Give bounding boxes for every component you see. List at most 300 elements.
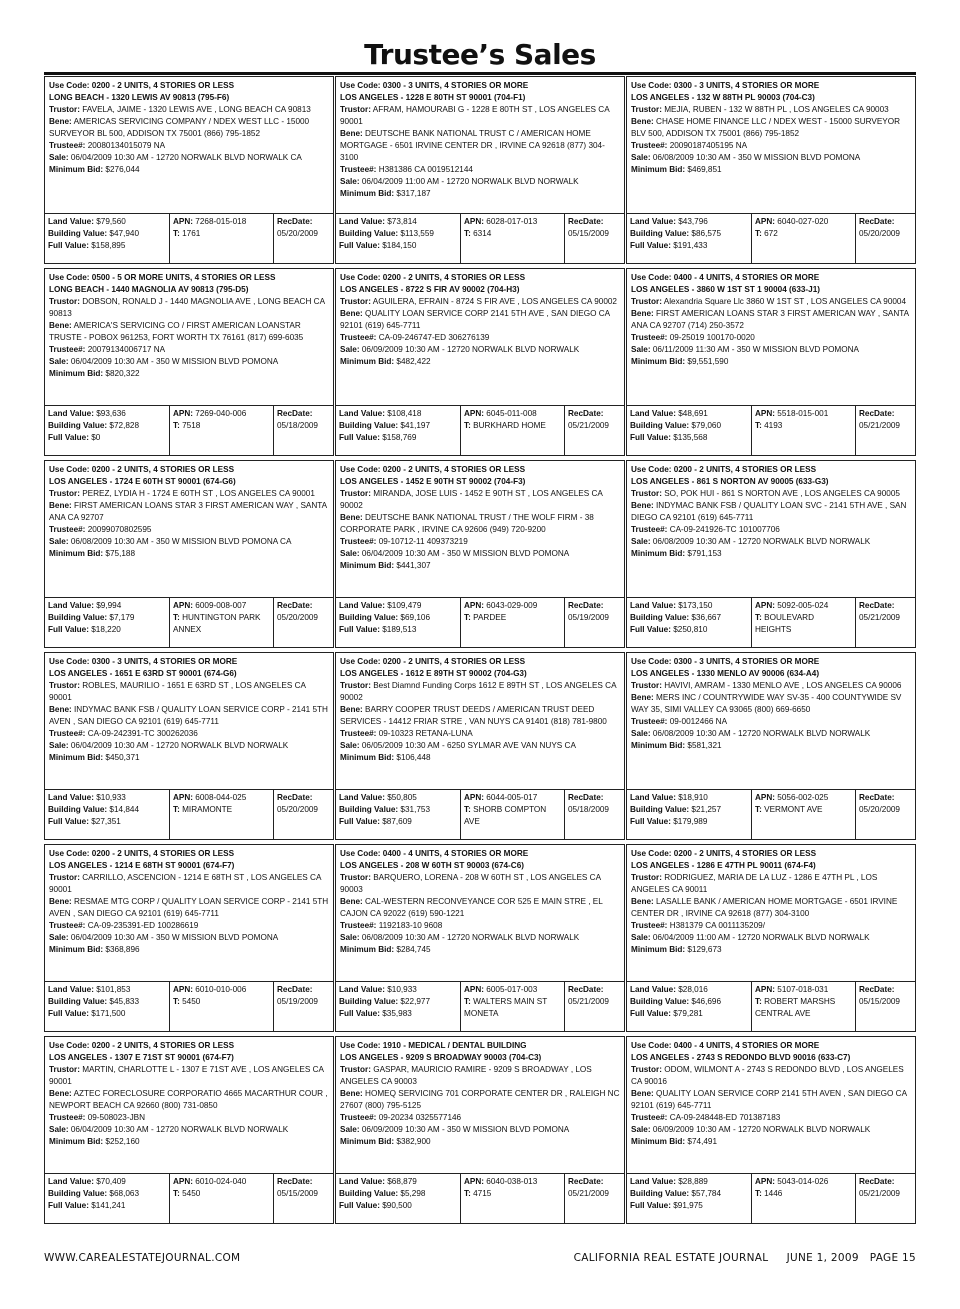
land-value xyxy=(630,216,748,228)
tract-value: SHORB COMPTON AVE xyxy=(464,805,547,826)
recdate-value: 05/20/2009 xyxy=(277,613,318,622)
recdate-cell xyxy=(855,1174,915,1223)
values-cell xyxy=(627,1174,751,1223)
trustee-number-value: 1192183-10 9608 xyxy=(378,921,443,930)
trustee-number-label: Trustee#: xyxy=(631,525,668,534)
trustee-number xyxy=(49,524,329,536)
recdate-cell xyxy=(855,406,915,455)
recdate-cell xyxy=(273,406,333,455)
trustor xyxy=(49,872,329,896)
recdate-value: 05/21/2009 xyxy=(859,1189,900,1198)
property-address: LOS ANGELES - 1228 E 80TH ST 90001 (704-F1) xyxy=(340,93,526,102)
beneficiary xyxy=(631,692,911,716)
listing-values xyxy=(45,405,333,455)
building-value-label: Building Value: xyxy=(630,997,690,1006)
use-code: Use Code: 0400 - 4 UNITS, 4 STORIES OR MORE xyxy=(631,273,820,282)
trustee-number xyxy=(49,140,329,152)
minimum-bid-value: $581,321 xyxy=(687,741,722,750)
apn xyxy=(464,1176,561,1188)
apn xyxy=(755,216,852,228)
sale-info xyxy=(340,1124,620,1136)
full-value-label: Full Value: xyxy=(339,1201,380,1210)
trustee-number xyxy=(631,524,911,536)
sale-info-label: Sale: xyxy=(49,537,69,546)
sale-info-label: Sale: xyxy=(49,357,69,366)
sale-info-value: 06/04/2009 10:30 AM - 350 W MISSION BLVD POMONA xyxy=(70,357,279,366)
sale-info-value: 06/04/2009 11:00 AM - 12720 NORWALK BLVD NORWALK xyxy=(652,933,870,942)
full-value-value: $35,983 xyxy=(382,1009,412,1018)
sale-info-value: 06/08/2009 10:30 AM - 12720 NORWALK BLVD NORWALK xyxy=(652,537,871,546)
full-value xyxy=(339,624,457,636)
tract-label: T: xyxy=(173,1189,180,1198)
listing xyxy=(335,268,625,456)
footer-publication: CALIFORNIA REAL ESTATE JOURNAL JUNE 1, 2009 PAGE 15 xyxy=(573,1252,916,1264)
tract-label: T: xyxy=(173,997,180,1006)
trustee-number-label: Trustee#: xyxy=(340,729,377,738)
land-value xyxy=(630,792,748,804)
apn-cell xyxy=(169,790,273,839)
listing xyxy=(626,844,916,1032)
land-value-label: Land Value: xyxy=(339,601,385,610)
beneficiary-value: DEUTSCHE BANK NATIONAL TRUST C / AMERICAN HOME MORTGAGE - 6501 IRVINE CENTER DR , IRVINE CA 92618 (877) 304-3100 xyxy=(340,129,605,162)
minimum-bid-label: Minimum Bid: xyxy=(49,753,104,762)
trustee-number-value: 20090187405195 NA xyxy=(669,141,748,150)
beneficiary xyxy=(49,704,329,728)
full-value xyxy=(630,432,748,444)
beneficiary xyxy=(631,116,911,140)
trustee-number-label: Trustee#: xyxy=(49,921,86,930)
tract-label: T: xyxy=(464,613,471,622)
tract xyxy=(173,420,270,432)
trustor-value: ODOM, WILMONT A - 2743 S REDONDO BLVD , LOS ANGELES CA 90016 xyxy=(631,1065,904,1086)
apn-label: APN: xyxy=(755,217,776,226)
values-cell xyxy=(627,982,751,1031)
building-value-value: $5,298 xyxy=(400,1189,426,1198)
values-cell xyxy=(45,1174,169,1223)
trustor-label: Trustor: xyxy=(631,1065,662,1074)
page-title: Trustee’s Sales xyxy=(364,38,596,71)
tract-value: 4715 xyxy=(473,1189,492,1198)
building-value-value: $69,106 xyxy=(400,613,431,622)
trustor-label: Trustor: xyxy=(49,105,80,114)
values-cell xyxy=(627,406,751,455)
land-value-value: $48,691 xyxy=(678,409,708,418)
land-value xyxy=(339,792,457,804)
trustor-value: RODRIGUEZ, MARIA DE LA LUZ - 1286 E 47TH PL , LOS ANGELES CA 90011 xyxy=(631,873,878,894)
apn xyxy=(173,1176,270,1188)
apn-label: APN: xyxy=(464,1177,485,1186)
property-address: LOS ANGELES - 1724 E 60TH ST 90001 (674-G6) xyxy=(49,477,236,486)
listing-description xyxy=(336,845,624,981)
recdate-value: 05/20/2009 xyxy=(859,805,900,814)
minimum-bid xyxy=(49,944,329,956)
sale-info-value: 06/05/2009 10:30 AM - 6250 SYLMAR AVE VAN NUYS CA xyxy=(361,741,576,750)
recdate-label: RecDate: xyxy=(277,985,313,994)
minimum-bid xyxy=(631,164,911,176)
trustor-label: Trustor: xyxy=(340,681,371,690)
trustee-number-label: Trustee#: xyxy=(49,525,86,534)
minimum-bid-value: $74,491 xyxy=(687,1137,718,1146)
recdate-label: RecDate: xyxy=(859,409,895,418)
trustee-number-value: 20080134015079 NA xyxy=(87,141,166,150)
listing-values xyxy=(336,789,624,839)
full-value-value: $141,241 xyxy=(91,1201,126,1210)
listing-values xyxy=(627,405,915,455)
building-value xyxy=(48,804,166,816)
building-value-value: $41,197 xyxy=(400,421,431,430)
sale-info-value: 06/04/2009 10:30 AM - 350 W MISSION BLVD POMONA xyxy=(361,549,570,558)
tract-label: T: xyxy=(464,421,471,430)
trustee-number-value: CA-09-235391-ED 100286619 xyxy=(87,921,199,930)
land-value-label: Land Value: xyxy=(630,1177,676,1186)
recdate-label: RecDate: xyxy=(277,217,313,226)
trustor-value: MARTIN, CHARLOTTE L - 1307 E 71ST AVE , LOS ANGELES CA 90001 xyxy=(49,1065,324,1086)
minimum-bid-label: Minimum Bid: xyxy=(340,561,395,570)
tract xyxy=(464,1188,561,1200)
land-value-value: $10,933 xyxy=(96,793,126,802)
trustor xyxy=(340,488,620,512)
apn-value: 6005-017-003 xyxy=(486,985,538,994)
trustor-value: MEJIA, RUBEN - 132 W 88TH PL , LOS ANGELES CA 90003 xyxy=(664,105,889,114)
sale-info-value: 06/09/2009 10:30 AM - 12720 NORWALK BLVD NORWALK xyxy=(652,1125,871,1134)
trustor xyxy=(49,680,329,704)
use-code: Use Code: 0200 - 2 UNITS, 4 STORIES OR LESS xyxy=(49,81,235,90)
land-value xyxy=(630,1176,748,1188)
trustee-number-value: 09-508023-JBN xyxy=(87,1113,146,1122)
full-value xyxy=(630,816,748,828)
full-value xyxy=(339,240,457,252)
full-value-value: $27,351 xyxy=(91,817,121,826)
minimum-bid xyxy=(49,752,329,764)
trustee-number-value: H381386 CA 0019512144 xyxy=(378,165,473,174)
sale-info-value: 06/11/2009 11:30 AM - 350 W MISSION BLVD POMONA xyxy=(652,345,859,354)
trustor-value: AGUILERA, EFRAIN - 8724 S FIR AVE , LOS ANGELES CA 90002 xyxy=(372,297,617,306)
minimum-bid-label: Minimum Bid: xyxy=(340,189,395,198)
listing-values xyxy=(336,213,624,263)
full-value xyxy=(630,1008,748,1020)
minimum-bid-value: $791,153 xyxy=(687,549,722,558)
minimum-bid-value: $252,160 xyxy=(105,1137,140,1146)
full-value-label: Full Value: xyxy=(630,1009,671,1018)
apn xyxy=(173,792,270,804)
beneficiary-value: CAL-WESTERN RECONVEYANCE COR 525 E MAIN STRE , EL CAJON CA 92022 (619) 590-1221 xyxy=(340,897,603,918)
use-code: Use Code: 0400 - 4 UNITS, 4 STORIES OR MORE xyxy=(631,1041,820,1050)
listing-description xyxy=(45,845,333,981)
use-code: Use Code: 0200 - 2 UNITS, 4 STORIES OR LESS xyxy=(340,273,526,282)
recdate-label: RecDate: xyxy=(277,409,313,418)
values-cell xyxy=(336,214,460,263)
tract xyxy=(755,804,852,816)
trustor xyxy=(49,104,329,116)
building-value-label: Building Value: xyxy=(48,421,108,430)
trustee-number-value: H381379 CA 0011135209/ xyxy=(669,921,765,930)
land-value-label: Land Value: xyxy=(48,409,94,418)
beneficiary xyxy=(340,704,620,728)
minimum-bid-label: Minimum Bid: xyxy=(631,945,686,954)
minimum-bid-label: Minimum Bid: xyxy=(340,945,395,954)
listing xyxy=(626,460,916,648)
sale-info-label: Sale: xyxy=(49,1125,69,1134)
use-code: Use Code: 0500 - 5 OR MORE UNITS, 4 STORIES OR LESS xyxy=(49,273,276,282)
sale-info-value: 06/04/2009 10:30 AM - 12720 NORWALK BLVD NORWALK CA xyxy=(70,153,302,162)
apn-label: APN: xyxy=(755,985,776,994)
property-address: LOS ANGELES - 1452 E 90TH ST 90002 (704-F3) xyxy=(340,477,526,486)
recdate-value: 05/21/2009 xyxy=(859,421,900,430)
tract xyxy=(755,996,852,1020)
trustee-number xyxy=(631,920,911,932)
building-value xyxy=(630,804,748,816)
apn xyxy=(173,408,270,420)
apn xyxy=(464,408,561,420)
land-value-value: $18,910 xyxy=(678,793,708,802)
recdate-value: 05/15/2009 xyxy=(277,1189,318,1198)
minimum-bid xyxy=(49,164,329,176)
trustee-number-value: CA-09-246747-ED 306276139 xyxy=(378,333,490,342)
beneficiary-value: INDYMAC BANK FSB / QUALITY LOAN SVC - 2141 5TH AVE , SAN DIEGO CA 92101 (619) 645-7711 xyxy=(631,501,907,522)
recdate-cell xyxy=(273,790,333,839)
tract-label: T: xyxy=(755,421,762,430)
recdate-cell xyxy=(564,598,624,647)
building-value-value: $57,784 xyxy=(691,1189,722,1198)
minimum-bid-value: $441,307 xyxy=(396,561,431,570)
full-value xyxy=(48,432,166,444)
minimum-bid xyxy=(340,188,620,200)
listing-values xyxy=(627,1173,915,1223)
property-address: LOS ANGELES - 861 S NORTON AV 90005 (633-G3) xyxy=(631,477,829,486)
tract xyxy=(755,228,852,240)
apn xyxy=(755,600,852,612)
full-value-value: $184,150 xyxy=(382,241,417,250)
tract-label: T: xyxy=(464,997,471,1006)
property-address: LOS ANGELES - 2743 S REDONDO BLVD 90016 (633-C7) xyxy=(631,1053,851,1062)
minimum-bid-label: Minimum Bid: xyxy=(631,549,686,558)
land-value-value: $28,016 xyxy=(678,985,708,994)
listing-description xyxy=(45,461,333,597)
building-value xyxy=(630,612,748,624)
apn-label: APN: xyxy=(173,601,194,610)
building-value xyxy=(48,612,166,624)
building-value-label: Building Value: xyxy=(48,613,108,622)
beneficiary-value: RESMAE MTG CORP / QUALITY LOAN SERVICE CORP - 2141 5TH AVEN , SAN DIEGO CA 92101 (619) 645-7711 xyxy=(49,897,329,918)
minimum-bid xyxy=(340,1136,620,1148)
tract-label: T: xyxy=(755,613,762,622)
full-value-value: $179,989 xyxy=(673,817,708,826)
apn-label: APN: xyxy=(173,217,194,226)
trustor xyxy=(340,296,620,308)
property-address: LOS ANGELES - 1330 MENLO AV 90006 (634-A4) xyxy=(631,669,820,678)
trustee-number xyxy=(340,728,620,740)
beneficiary xyxy=(631,500,911,524)
apn-label: APN: xyxy=(464,601,485,610)
sale-info-label: Sale: xyxy=(340,741,360,750)
apn-label: APN: xyxy=(173,985,194,994)
land-value xyxy=(48,408,166,420)
sale-info-label: Sale: xyxy=(49,741,69,750)
listing xyxy=(44,844,334,1032)
use-code: Use Code: 0200 - 2 UNITS, 4 STORIES OR LESS xyxy=(49,849,235,858)
tract-value: HUNTINGTON PARK ANNEX xyxy=(173,613,261,634)
trustee-number-label: Trustee#: xyxy=(631,333,668,342)
land-value xyxy=(48,984,166,996)
full-value-value: $0 xyxy=(91,433,101,442)
trustee-number xyxy=(340,536,620,548)
property-address: LOS ANGELES - 1214 E 68TH ST 90001 (674-F7) xyxy=(49,861,235,870)
tract xyxy=(173,1188,270,1200)
property-address: LOS ANGELES - 132 W 88TH PL 90003 (704-C3) xyxy=(631,93,815,102)
listing-description xyxy=(45,1037,333,1173)
trustor-value: FAVELA, JAIME - 1320 LEWIS AVE , LONG BEACH CA 90813 xyxy=(82,105,311,114)
sale-info xyxy=(340,548,620,560)
listing xyxy=(335,76,625,264)
minimum-bid-value: $482,422 xyxy=(396,357,431,366)
building-value xyxy=(48,228,166,240)
use-code: Use Code: 0200 - 2 UNITS, 4 STORIES OR LESS xyxy=(340,657,526,666)
trustor-value: SO, POK HUI - 861 S NORTON AVE , LOS ANGELES CA 90005 xyxy=(664,489,900,498)
values-cell xyxy=(45,214,169,263)
apn-value: 5518-015-001 xyxy=(777,409,829,418)
building-value xyxy=(48,996,166,1008)
building-value-label: Building Value: xyxy=(630,805,690,814)
recdate-value: 05/21/2009 xyxy=(568,1189,609,1198)
beneficiary-label: Bene: xyxy=(49,321,72,330)
land-value-label: Land Value: xyxy=(339,1177,385,1186)
apn-label: APN: xyxy=(173,409,194,418)
listing-values xyxy=(336,1173,624,1223)
full-value-label: Full Value: xyxy=(630,433,671,442)
building-value xyxy=(339,1188,457,1200)
recdate-cell xyxy=(273,1174,333,1223)
sale-info-label: Sale: xyxy=(49,153,69,162)
land-value-value: $28,889 xyxy=(678,1177,708,1186)
listing-description xyxy=(627,653,915,789)
sale-info-value: 06/09/2009 10:30 AM - 12720 NORWALK BLVD NORWALK xyxy=(361,345,580,354)
beneficiary-value: DEUTSCHE BANK NATIONAL TRUST / THE WOLF FIRM - 38 CORPORATE PARK , IRVINE CA 92606 (949) 720-9200 xyxy=(340,513,594,534)
recdate-label: RecDate: xyxy=(859,985,895,994)
use-code: Use Code: 0300 - 3 UNITS, 4 STORIES OR MORE xyxy=(631,657,820,666)
full-value-value: $87,609 xyxy=(382,817,412,826)
land-value-label: Land Value: xyxy=(48,1177,94,1186)
land-value-label: Land Value: xyxy=(48,985,94,994)
sale-info-label: Sale: xyxy=(631,153,651,162)
apn-value: 6008-044-025 xyxy=(195,793,247,802)
building-value-value: $46,696 xyxy=(691,997,722,1006)
sale-info-label: Sale: xyxy=(631,345,651,354)
full-value-label: Full Value: xyxy=(339,817,380,826)
land-value xyxy=(48,792,166,804)
building-value-label: Building Value: xyxy=(48,997,108,1006)
trustor xyxy=(631,1064,911,1088)
full-value-value: $191,433 xyxy=(673,241,708,250)
minimum-bid xyxy=(340,356,620,368)
trustee-number xyxy=(340,920,620,932)
property-address: LOS ANGELES - 1286 E 47TH PL 90011 (674-F4) xyxy=(631,861,816,870)
sale-info xyxy=(340,176,620,188)
sale-info xyxy=(631,536,911,548)
land-value-value: $109,479 xyxy=(387,601,422,610)
building-value xyxy=(48,420,166,432)
listing xyxy=(44,1036,334,1224)
apn xyxy=(464,216,561,228)
land-value-value: $93,636 xyxy=(96,409,126,418)
listing xyxy=(44,652,334,840)
listing xyxy=(44,268,334,456)
building-value-label: Building Value: xyxy=(48,229,108,238)
tract-value: 1446 xyxy=(764,1189,783,1198)
land-value-value: $70,409 xyxy=(96,1177,126,1186)
full-value-value: $79,281 xyxy=(673,1009,703,1018)
land-value xyxy=(630,984,748,996)
listing-values xyxy=(627,789,915,839)
sale-info xyxy=(631,344,911,356)
trustor-value: BARQUERO, LORENA - 208 W 60TH ST , LOS ANGELES CA 90003 xyxy=(340,873,601,894)
tract-value: MIRAMONTE xyxy=(182,805,233,814)
full-value-label: Full Value: xyxy=(339,433,380,442)
trustee-number xyxy=(631,1112,911,1124)
recdate-cell xyxy=(855,790,915,839)
tract-value: 5450 xyxy=(182,1189,201,1198)
listing-description xyxy=(45,269,333,405)
sale-info xyxy=(340,932,620,944)
land-value xyxy=(48,216,166,228)
trustor xyxy=(340,680,620,704)
beneficiary-label: Bene: xyxy=(49,705,72,714)
minimum-bid-value: $129,673 xyxy=(687,945,722,954)
trustor xyxy=(49,488,329,500)
building-value-value: $31,753 xyxy=(400,805,431,814)
minimum-bid-value: $450,371 xyxy=(105,753,140,762)
trustee-number-value: 09-25019 100170-0020 xyxy=(669,333,755,342)
trustee-number-label: Trustee#: xyxy=(631,1113,668,1122)
tract xyxy=(464,420,561,432)
minimum-bid-value: $382,900 xyxy=(396,1137,431,1146)
recdate-value: 05/20/2009 xyxy=(277,229,318,238)
building-value-value: $72,828 xyxy=(109,421,140,430)
property-address: LOS ANGELES - 1612 E 89TH ST 90002 (704-G3) xyxy=(340,669,527,678)
recdate-cell xyxy=(564,790,624,839)
recdate-label: RecDate: xyxy=(568,1177,604,1186)
minimum-bid xyxy=(631,740,911,752)
apn-cell xyxy=(751,598,855,647)
recdate-cell xyxy=(564,1174,624,1223)
beneficiary xyxy=(631,308,911,332)
land-value-label: Land Value: xyxy=(48,793,94,802)
recdate-label: RecDate: xyxy=(568,217,604,226)
tract-label: T: xyxy=(464,805,471,814)
sale-info-label: Sale: xyxy=(631,1125,651,1134)
use-code: Use Code: 0200 - 2 UNITS, 4 STORIES OR LESS xyxy=(49,465,235,474)
trustor-label: Trustor: xyxy=(49,873,80,882)
listing-values xyxy=(627,597,915,647)
trustee-number-value: 09-10323 RETANA-LUNA xyxy=(378,729,473,738)
apn-cell xyxy=(460,214,564,263)
apn-cell xyxy=(169,982,273,1031)
apn xyxy=(755,792,852,804)
apn-label: APN: xyxy=(464,793,485,802)
recdate-label: RecDate: xyxy=(568,601,604,610)
sale-info-label: Sale: xyxy=(631,537,651,546)
land-value xyxy=(339,984,457,996)
full-value-label: Full Value: xyxy=(339,241,380,250)
apn-value: 6045-011-008 xyxy=(486,409,537,418)
land-value-label: Land Value: xyxy=(339,409,385,418)
building-value xyxy=(339,996,457,1008)
recdate-cell xyxy=(564,214,624,263)
sale-info xyxy=(631,152,911,164)
tract xyxy=(173,996,270,1008)
tract xyxy=(464,228,561,240)
sale-info xyxy=(49,536,329,548)
minimum-bid-value: $368,896 xyxy=(105,945,140,954)
